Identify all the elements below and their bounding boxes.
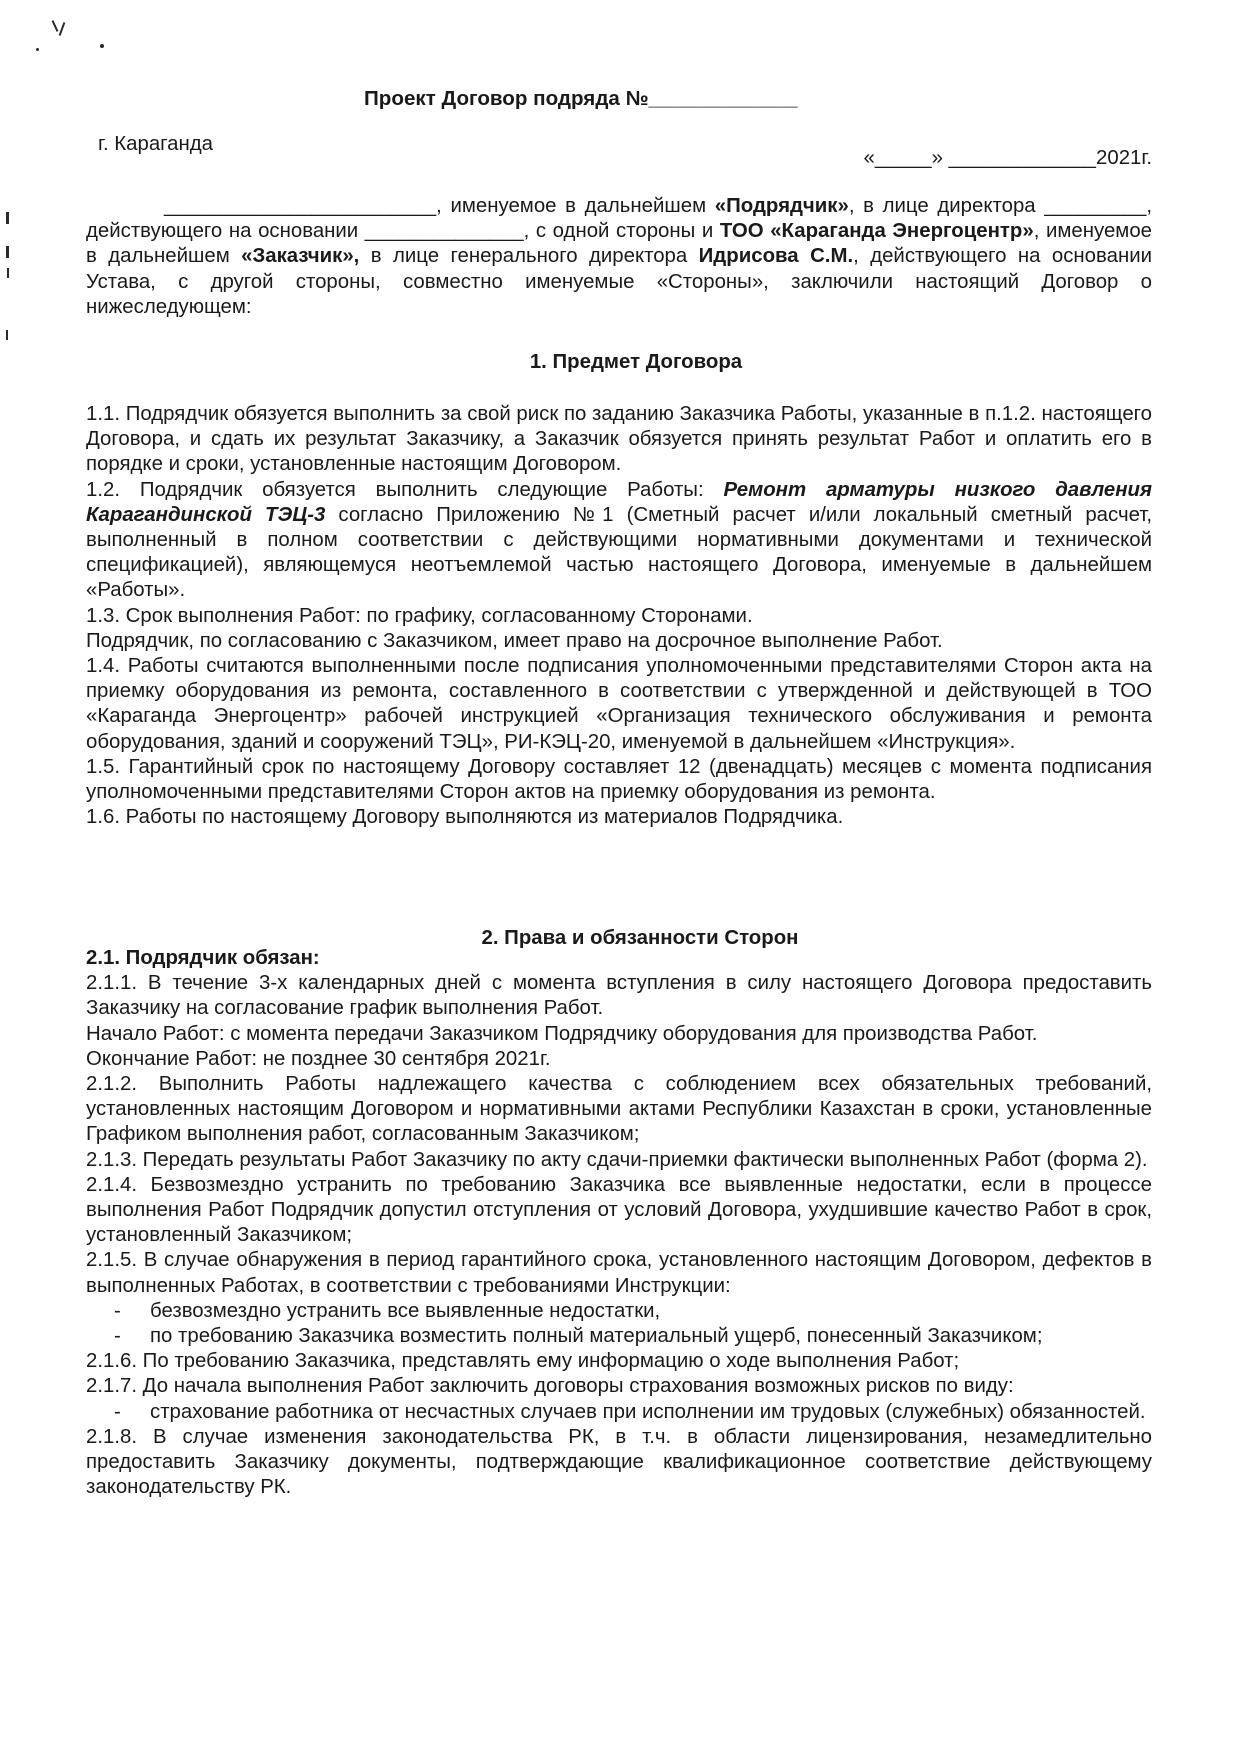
bullet-dash: - (114, 1325, 121, 1348)
clause-1-2-lead: 1.2. Подрядчик обязуется выполнить следующие Работы: (86, 478, 724, 501)
list-item-text: безвозмездно устранить все выявленные недостатки, (150, 1299, 661, 1322)
clause-2-1-2: 2.1.2. Выполнить Работы надлежащего качества с соблюдением всех обязательных требований, установленных настоящим Договором и нормативными актами Республики Казахстан в сроки, установленные Графиком выполнения работ, согласованным Заказчиком; (86, 1073, 1152, 1146)
intro-text-1: ________________________, именуемое в дальнейшем (164, 195, 715, 217)
intro-text-5: , действующего на основании Устава, с другой стороны, совместно именуемые «Стороны», заключили настоящий Договор о нижеследующем: (86, 245, 1152, 318)
city-label: г. Караганда (98, 133, 214, 155)
clause-2-1-5: 2.1.5. В случае обнаружения в период гарантийного срока, установленного настоящим Договором, дефектов в выполненных Работах, в соответствии с требованиями Инструкции: (86, 1249, 1152, 1297)
clause-2-1-8: 2.1.8. В случае изменения законодательства РК, в т.ч. в области лицензирования, незамедлительно предоставить Заказчику документы, подтверждающие квалификационное соответствие действующему законодательству РК. (86, 1425, 1152, 1499)
clause-1-6: 1.6. Работы по настоящему Договору выполняются из материалов Подрядчика. (86, 806, 844, 829)
scan-mark (36, 48, 39, 51)
list-item (86, 1400, 1152, 1425)
works-end: Окончание Работ: не позднее 30 сентября 2021г. (86, 1047, 551, 1070)
clause-2-1-7: 2.1.7. До начала выполнения Работ заключить договоры страхования возможных рисков по виду: (86, 1375, 1014, 1398)
intro-text-2: , в лице директора _________, действующего на основании ______________, с одной стороны и (86, 195, 1153, 243)
scan-mark (6, 212, 9, 224)
section-2-heading: 2. Права и обязанности Сторон (481, 927, 799, 949)
scan-mark (59, 22, 66, 36)
scan-mark (6, 330, 8, 340)
list-item-text: по требованию Заказчика возместить полный материальный ущерб, понесенный Заказчиком; (150, 1325, 1043, 1348)
scan-mark (6, 246, 9, 258)
list-item (86, 1324, 1152, 1349)
clause-2-1-6: 2.1.6. По требованию Заказчика, представлять ему информацию о ходе выполнения Работ; (86, 1350, 960, 1373)
clause-1-3: 1.3. Срок выполнения Работ: по графику, согласованному Сторонами. (86, 604, 753, 627)
section-2-body (86, 946, 1152, 1500)
clause-1-1: 1.1. Подрядчик обязуется выполнить за свой риск по заданию Заказчика Работы, указанные в п.1.2. настоящего Договора, и сдать их результат Заказчику, а Заказчик обязуется принять результат Работ и оплатить его в порядке и сроки, установленные настоящим Договором. (86, 403, 1152, 476)
intro-text-3: , именуемое в дальнейшем (86, 220, 1152, 268)
contractor-term: «Подрядчик» (714, 195, 849, 217)
bullet-dash: - (114, 1400, 121, 1423)
defects-list (86, 1299, 1152, 1349)
scan-mark (7, 268, 9, 278)
company-name: ТОО «Караганда Энергоцентр» (719, 220, 1034, 243)
customer-term: «Заказчик», (241, 245, 360, 268)
document-title: Проект Договор подряда №_____________ (364, 87, 798, 110)
subsection-2-1-title: 2.1. Подрядчик обязан: (86, 947, 320, 969)
intro-paragraph (86, 194, 1152, 320)
clause-2-1-4: 2.1.4. Безвозмездно устранить по требованию Заказчика все выявленные недостатки, если в процессе выполнения Работ Подрядчик допустил отступления от условий Договора, ухудшившие качество Работ в срок, установленный Заказчиком; (86, 1173, 1152, 1247)
clause-1-2 (86, 478, 1152, 604)
clause-1-4: 1.4. Работы считаются выполненными после подписания уполномоченными представителями Сторон акта на приемку оборудования из ремонта, составленного в соответствии с утвержденной и действующей в ТОО «Караганда Энергоцентр» рабочей инструкцией «Организация технического обслуживания и ремонта оборудования, зданий и сооружений ТЭЦ», РИ-КЭЦ-20, именуемой в дальнейшем «Инструкция». (86, 655, 1152, 753)
scan-mark (100, 44, 104, 48)
list-item (86, 1299, 1152, 1324)
section-1-heading: 1. Предмет Договора (529, 351, 743, 373)
date-field: «_____» _____________2021г. (863, 147, 1152, 169)
insurance-list (86, 1400, 1152, 1425)
section-1-body (86, 402, 1152, 830)
list-item-text: страхование работника от несчастных случаев при исполнении им трудовых (служебных) обязанностей. (150, 1400, 1146, 1423)
clause-1-5: 1.5. Гарантийный срок по настоящему Договору составляет 12 (двенадцать) месяцев с момента подписания уполномоченными представителями Сторон актов на приемку оборудования из ремонта. (86, 755, 1152, 804)
works-name: Ремонт арматуры низкого давления Карагандинской ТЭЦ-3 (86, 478, 1153, 526)
clause-1-3-note: Подрядчик, по согласованию с Заказчиком, имеет право на досрочное выполнение Работ. (86, 629, 943, 652)
clause-2-1-3: 2.1.3. Передать результаты Работ Заказчику по акту сдачи-приемки фактически выполненных Работ (форма 2). (86, 1148, 1148, 1171)
intro-text-4: в лице генерального директора (359, 245, 699, 268)
bullet-dash: - (114, 1299, 121, 1322)
clause-2-1-1: 2.1.1. В течение 3-х календарных дней с момента вступления в силу настоящего Договора предоставить Заказчику на согласование график выполнения Работ. (86, 972, 1152, 1020)
scan-mark (52, 20, 59, 32)
clause-1-2-tail: согласно Приложению №1 (Сметный расчет и/или локальный сметный расчет, выполненный в полном соответствии с действующими нормативными документами и технической спецификацией), являющемуся неотъемлемой частью настоящего Договора, именуемые в дальнейшем «Работы». (86, 503, 1152, 602)
works-start: Начало Работ: с момента передачи Заказчиком Подрядчику оборудования для производства Работ. (86, 1022, 1038, 1045)
director-name: Идрисова С.М. (698, 245, 854, 268)
